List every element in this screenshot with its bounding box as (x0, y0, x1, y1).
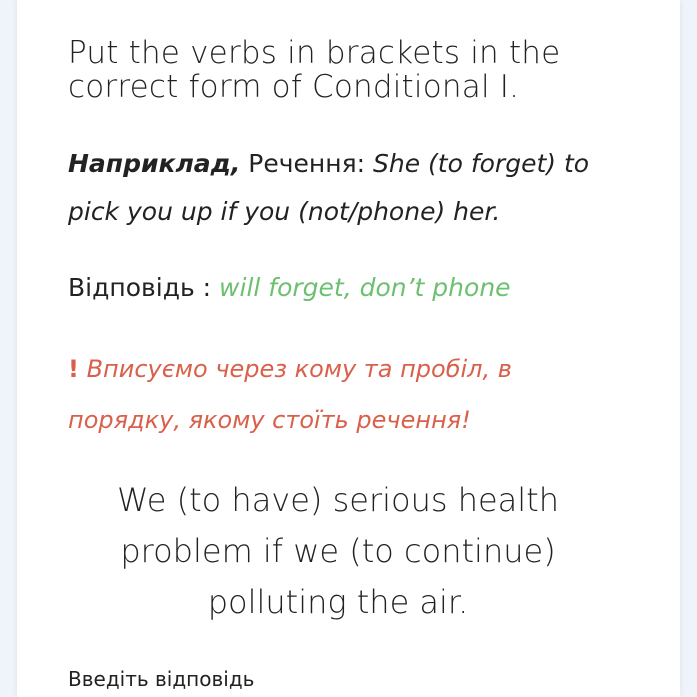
example-lead: Наприклад, (68, 149, 241, 178)
example-block (68, 140, 638, 236)
example-answer (68, 268, 511, 308)
exercise-card (17, 0, 680, 697)
warning-mark: ! (68, 355, 79, 383)
task-sentence: We (to have) serious health problem if we (to continue) polluting the air. (117, 481, 559, 621)
answer-input-label: Введіть відповідь (68, 667, 255, 691)
warning-note (68, 344, 628, 446)
example-label: Речення: (248, 149, 366, 178)
example-answer-label: Відповідь : (68, 273, 212, 302)
example-answer-value: will forget, don’t phone (219, 273, 511, 302)
example-sentence: She (to forget) to pick you up if you (not/phone) her. (68, 149, 590, 226)
warning-text: Вписуємо через кому та пробіл, в порядку, якому стоїть речення! (68, 355, 512, 434)
instruction-text: Put the verbs in brackets in the correct form of Conditional I. (68, 35, 561, 105)
